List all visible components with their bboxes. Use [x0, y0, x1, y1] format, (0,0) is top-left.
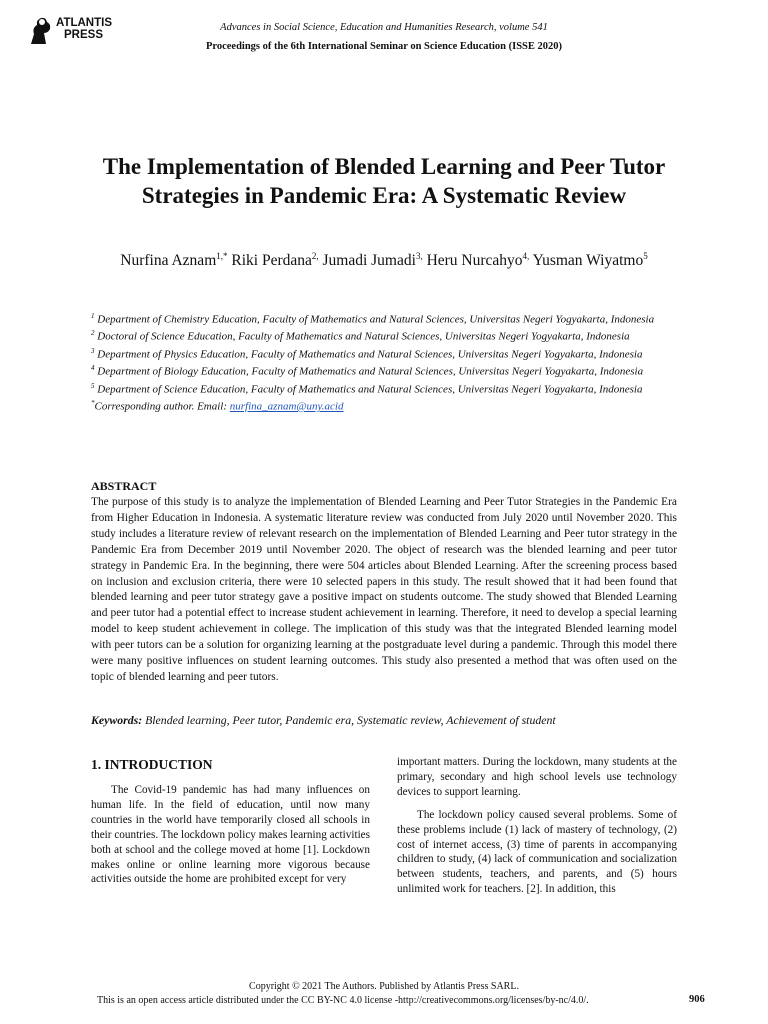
author-list [90, 242, 678, 275]
affiliation: $^5$ Department of Science Education, Faculty of Mathematics and Natural Sciences, Universitas Negeri Yogyakarta, Indonesia [91, 381, 643, 396]
author: Yusman Wiyatmo [532, 252, 644, 270]
affiliation: $^2$ Doctoral of Science Education, Faculty of Mathematics and Natural Sciences, Universitas Negeri Yogyakarta, Indonesia [91, 329, 630, 344]
author-affil-sup: 5 [643, 251, 648, 261]
keywords-label: Keywords: [91, 713, 143, 727]
author-affil-sup: 1,* [216, 251, 228, 261]
series-header: Advances in Social Science, Education and Humanities Research, volume 541 [220, 22, 548, 33]
author: Riki Perdana [231, 252, 312, 270]
affiliation: $^3$ Department of Physics Education, Faculty of Mathematics and Natural Sciences, Universitas Negeri Yogyakarta, Indonesia [91, 346, 643, 361]
abstract-heading: ABSTRACT [91, 479, 157, 493]
author: Nurfina Aznam [120, 252, 217, 270]
author-affil-sup: 4, [522, 251, 530, 261]
affiliation-list [91, 310, 681, 415]
section-heading-introduction: 1. INTRODUCTION [91, 757, 213, 772]
author-affil-sup: 2, [311, 251, 319, 261]
paragraph: important matters. During the lockdown, many students at the primary, secondary and high school levels use technology devices to support learning. [397, 756, 677, 798]
left-column [91, 783, 370, 887]
author-affil-sup: 3, [415, 251, 423, 261]
author: Jumadi Jumadi [322, 252, 416, 270]
keywords-text: Blended learning, Peer tutor, Pandemic era, Systematic review, Achievement of student [142, 713, 556, 727]
affiliation: $^4$ Department of Biology Education, Faculty of Mathematics and Natural Sciences, Universitas Negeri Yogyakarta, Indonesia [91, 364, 644, 379]
footer-license: This is an open access article distributed under the CC BY-NC 4.0 license -http://creativecommons.org/licenses/by-nc/4.0/. [97, 995, 589, 1006]
publisher-logo-text: ATLANTIS PRESS [56, 17, 113, 41]
page-number: 906 [689, 994, 705, 1005]
author: Heru Nurcahyo [426, 252, 523, 270]
abstract-body: The purpose of this study is to analyze the implementation of Blended Learning and Peer Tutor Strategies in the Pandemic Era from Higher Education in Indonesia. A systematic literature review was conducted from July 2020 until November 2020. This study includes a literature review of relevant research on the implementation of Blended Learning and Peer tutor strategy in the Pandemic Era from December 2019 until November 2020. The object of research was the blended learning and peer tutor strategy in Pandemic Era. In the beginning, there were 504 articles about Blended Learning. After the screening process based on inclusion and exclusion criteria, there were 10 selected papers in this study. The result showed that it had been found that blended learning and peer tutor strategy gave a positive impact on students outcome. The study showed that Blended Learning and peer tutor had a potential effect to increase student achievement in learning. Therefore, it need to develop a special learning model to keep student achievement in college. The implication of this study was that the integrated Blended learning model with peer tutors can be a solution for organizing learning at the postgraduate level during a pandemic. Through this model there were many positive influences on student learning outcomes. This study also presented a method that was often used on the topic of blended learning and peer tutors. [91, 496, 677, 683]
paragraph: The lockdown policy caused several problems. Some of these problems include (1) lack of mastery of technology, (2) cost of internet access, (3) time of parents in accompanying children to study, (4) lack of communication and socialization between students, teachers, and parents, and (5) hours unlimited work for teachers. [2]. In addition, this [397, 808, 677, 896]
corresponding-author: *Corresponding author. Email: nurfina_aznam@uny.acid [91, 399, 344, 413]
proceedings-header: Proceedings of the 6th International Seminar on Science Education (ISSE 2020) [205, 41, 563, 52]
paragraph: The Covid-19 pandemic has had many influences on human life. In the field of education, until now many countries in the world have temporarily closed all schools in their countries. The lockdown policy makes learning activities both at school and the college moved at home [1]. Lockdown makes online or online learning more vigorous because activities outside the home are prohibited except for very [91, 784, 370, 886]
footer-copyright: Copyright © 2021 The Authors. Published by Atlantis Press SARL. [249, 981, 519, 992]
keywords [91, 713, 556, 728]
affiliation: $^1$ Department of Chemistry Education, Faculty of Mathematics and Natural Sciences, Universitas Negeri Yogyakarta, Indonesia [91, 312, 655, 326]
paper-title: The Implementation of Blended Learning and Peer Tutor Strategies in Pandemic Era: A Systematic Review [102, 154, 666, 208]
corresponding-email-link[interactable]: nurfina_aznam@uny.acid [229, 400, 344, 413]
right-column [397, 755, 677, 897]
